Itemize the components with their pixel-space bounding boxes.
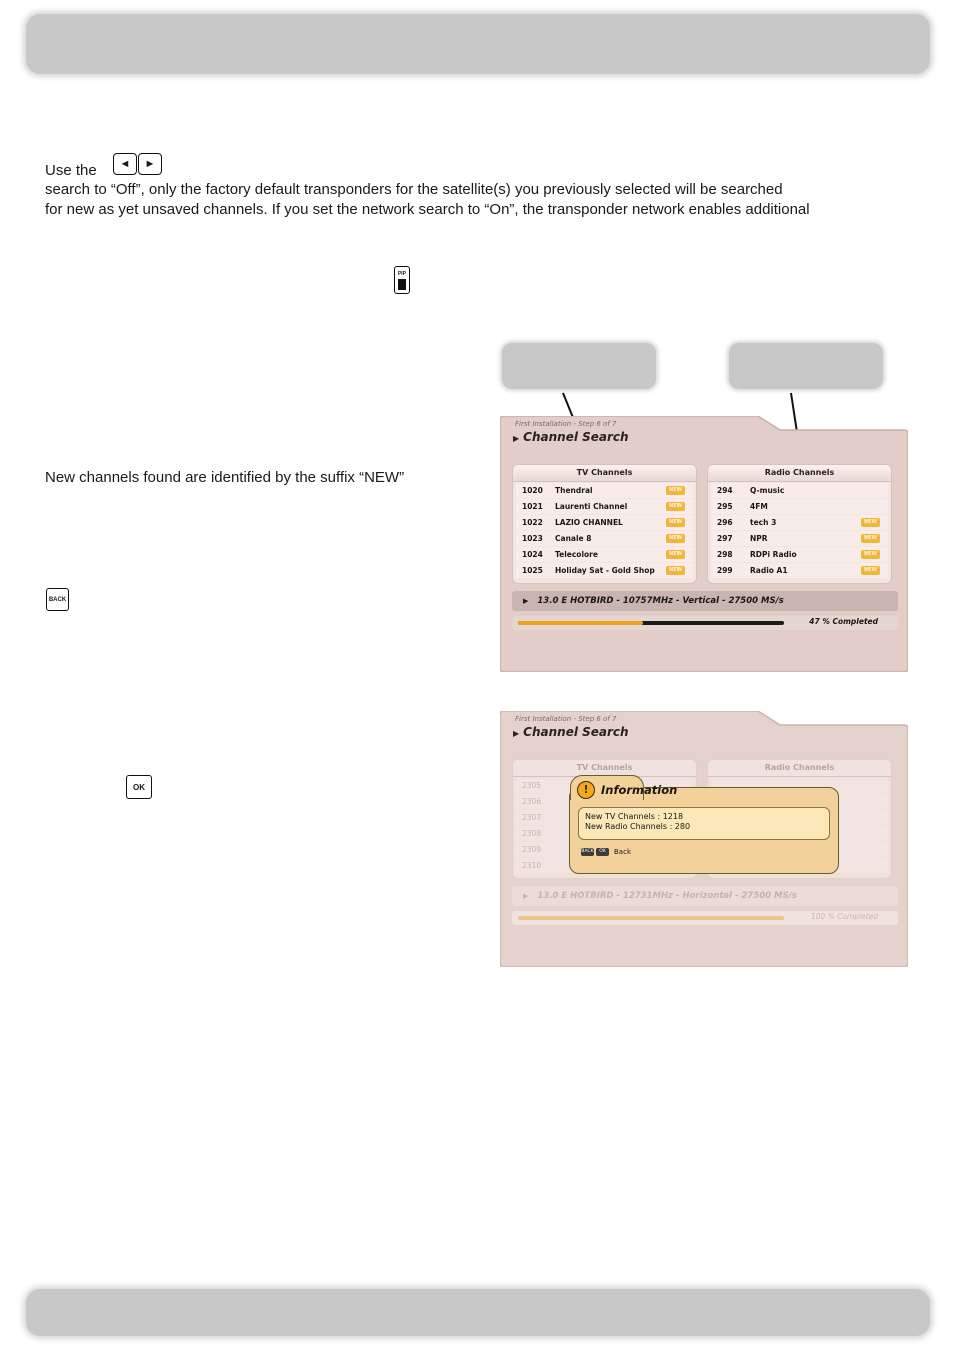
screen2-title-text: Channel Search bbox=[523, 725, 629, 739]
step-label-2: First Installation - Step 6 of 7 bbox=[515, 715, 617, 723]
radio-channel-row[interactable] bbox=[711, 515, 888, 530]
ok-key-icon: OK bbox=[126, 775, 152, 799]
new-badge: NEW bbox=[666, 518, 685, 527]
progress-text: 47 % Completed bbox=[809, 617, 878, 626]
radio-channel-name: NPR bbox=[750, 534, 768, 543]
tv-channel-number: 1025 bbox=[522, 566, 543, 575]
new-badge: NEW bbox=[666, 486, 685, 495]
radio-rows bbox=[708, 483, 891, 578]
new-badge: NEW bbox=[666, 534, 685, 543]
radio-channel-name: RDPi Radio bbox=[750, 550, 797, 559]
transponder2-arrow-icon: ▶ bbox=[523, 892, 529, 900]
transponder-arrow-icon: ▶ bbox=[523, 597, 529, 605]
radio-channel-row[interactable] bbox=[711, 499, 888, 514]
transponder-text: 13.0 E HOTBIRD - 10757MHz - Vertical - 27500 MS/s bbox=[537, 596, 784, 606]
tv-channel-name: Canale 8 bbox=[555, 534, 592, 543]
tv-channel-number: 1021 bbox=[522, 502, 543, 511]
radio-channel-number: 294 bbox=[717, 486, 733, 495]
warning-icon: ! bbox=[577, 781, 595, 799]
tv-channel-faded-number: 2306 bbox=[522, 797, 542, 806]
tv-channel-number: 1024 bbox=[522, 550, 543, 559]
progress-row-2 bbox=[512, 911, 898, 925]
back-key-small-icon[interactable]: BACK bbox=[581, 849, 594, 854]
new-badge: NEW bbox=[861, 518, 880, 527]
progress-fill bbox=[518, 621, 643, 625]
tv-channel-number: 1023 bbox=[522, 534, 543, 543]
radio-channel-number: 299 bbox=[717, 566, 733, 575]
footer-bar bbox=[26, 1289, 930, 1336]
progress-text-2: 100 % Completed bbox=[810, 912, 878, 921]
new-tv-channels: New TV Channels : 1218 bbox=[585, 812, 684, 821]
radio-channel-name: tech 3 bbox=[750, 518, 777, 527]
new-badge: NEW bbox=[861, 550, 880, 559]
right-arrow-icon: ► bbox=[138, 153, 162, 175]
transponder-bar-2 bbox=[512, 886, 898, 906]
tv-channel-row[interactable] bbox=[516, 547, 693, 562]
tv-channel-faded-number: 2305 bbox=[522, 781, 542, 790]
tv-rows bbox=[513, 483, 696, 578]
new-badge: NEW bbox=[861, 566, 880, 575]
tv-channel-list[interactable] bbox=[512, 464, 697, 584]
channel-search-complete-screen bbox=[500, 711, 908, 967]
new-badge: NEW bbox=[666, 550, 685, 559]
popup-keys[interactable] bbox=[581, 848, 631, 856]
popup-back-label: Back bbox=[614, 848, 631, 856]
tv-channel-faded-number: 2310 bbox=[522, 861, 542, 870]
tv-channel-row[interactable] bbox=[516, 499, 693, 514]
channel-search-screen bbox=[500, 416, 908, 672]
progress-track-2 bbox=[518, 916, 784, 920]
progress-row bbox=[512, 616, 898, 630]
tv-channel-number: 1022 bbox=[522, 518, 543, 527]
tv-channel-name: Holiday Sat - Gold Shop bbox=[555, 566, 655, 575]
popup-title: Information bbox=[601, 783, 678, 797]
radio-channel-name: Q-music bbox=[750, 486, 785, 495]
ok-key-small-icon[interactable]: OK bbox=[596, 848, 609, 856]
tv-channel-row[interactable] bbox=[516, 531, 693, 546]
radio-list-header: Radio Channels bbox=[708, 465, 891, 482]
left-arrow-icon: ◄ bbox=[113, 153, 137, 175]
popup-message bbox=[578, 807, 830, 840]
new-badge: NEW bbox=[861, 534, 880, 543]
tv-channel-name: LAZIO CHANNEL bbox=[555, 518, 623, 527]
tv-channel-faded-number: 2307 bbox=[522, 813, 542, 822]
radio-channel-row[interactable] bbox=[711, 563, 888, 578]
tv-channel-name: Thendral bbox=[555, 486, 593, 495]
tv-channel-number: 1020 bbox=[522, 486, 543, 495]
transponder2-text: 13.0 E HOTBIRD - 12731MHz - Horizontal - 27500 MS/s bbox=[537, 891, 797, 901]
step-label: First Installation - Step 6 of 7 bbox=[515, 420, 617, 428]
radio-channel-row[interactable] bbox=[711, 483, 888, 498]
pip-key-label: PIP bbox=[397, 270, 407, 277]
tv-channel-faded-number: 2308 bbox=[522, 829, 542, 838]
new-badge: NEW bbox=[666, 566, 685, 575]
radio-channel-name: Radio A1 bbox=[750, 566, 788, 575]
title2-arrow-icon: ▶ bbox=[513, 729, 520, 738]
screen-title-text: Channel Search bbox=[523, 430, 629, 444]
transponder-bar bbox=[512, 591, 898, 611]
radio-channel-number: 297 bbox=[717, 534, 733, 543]
tv-channel-row[interactable] bbox=[516, 483, 693, 498]
tv-channel-faded-number: 2309 bbox=[522, 845, 542, 854]
tv-list-header: TV Channels bbox=[513, 465, 696, 482]
tv-list-header-faded: TV Channels bbox=[513, 760, 696, 777]
radio-channel-row[interactable] bbox=[711, 531, 888, 546]
tv-channel-row[interactable] bbox=[516, 563, 693, 578]
tv-channel-name: Laurenti Channel bbox=[555, 502, 628, 511]
new-radio-channels: New Radio Channels : 280 bbox=[585, 822, 691, 831]
screen-title bbox=[513, 430, 629, 444]
progress-track bbox=[518, 621, 784, 625]
radio-channel-number: 296 bbox=[717, 518, 733, 527]
radio-list-header-faded: Radio Channels bbox=[708, 760, 891, 777]
radio-channel-row[interactable] bbox=[711, 547, 888, 562]
screen2-title bbox=[513, 725, 629, 739]
radio-channel-name: 4FM bbox=[750, 502, 768, 511]
text-use-the: Use the bbox=[45, 162, 97, 179]
tv-channel-name: Telecolore bbox=[555, 550, 598, 559]
text-line-2: search to “Off”, only the factory default transponders for the satellite(s) you previously selected will be searched bbox=[45, 181, 783, 198]
new-badge: NEW bbox=[666, 502, 685, 511]
radio-channel-number: 298 bbox=[717, 550, 733, 559]
text-line-3: for new as yet unsaved channels. If you set the network search to “On”, the transponder network enables additional bbox=[45, 201, 810, 218]
text-new-channels: New channels found are identified by the suffix “NEW” bbox=[45, 469, 405, 486]
title-arrow-icon: ▶ bbox=[513, 434, 520, 443]
tv-channel-row[interactable] bbox=[516, 515, 693, 530]
progress-fill-2 bbox=[518, 916, 784, 920]
radio-channel-list[interactable] bbox=[707, 464, 892, 584]
back-key-icon: BACK bbox=[46, 588, 69, 611]
radio-channel-number: 295 bbox=[717, 502, 733, 511]
